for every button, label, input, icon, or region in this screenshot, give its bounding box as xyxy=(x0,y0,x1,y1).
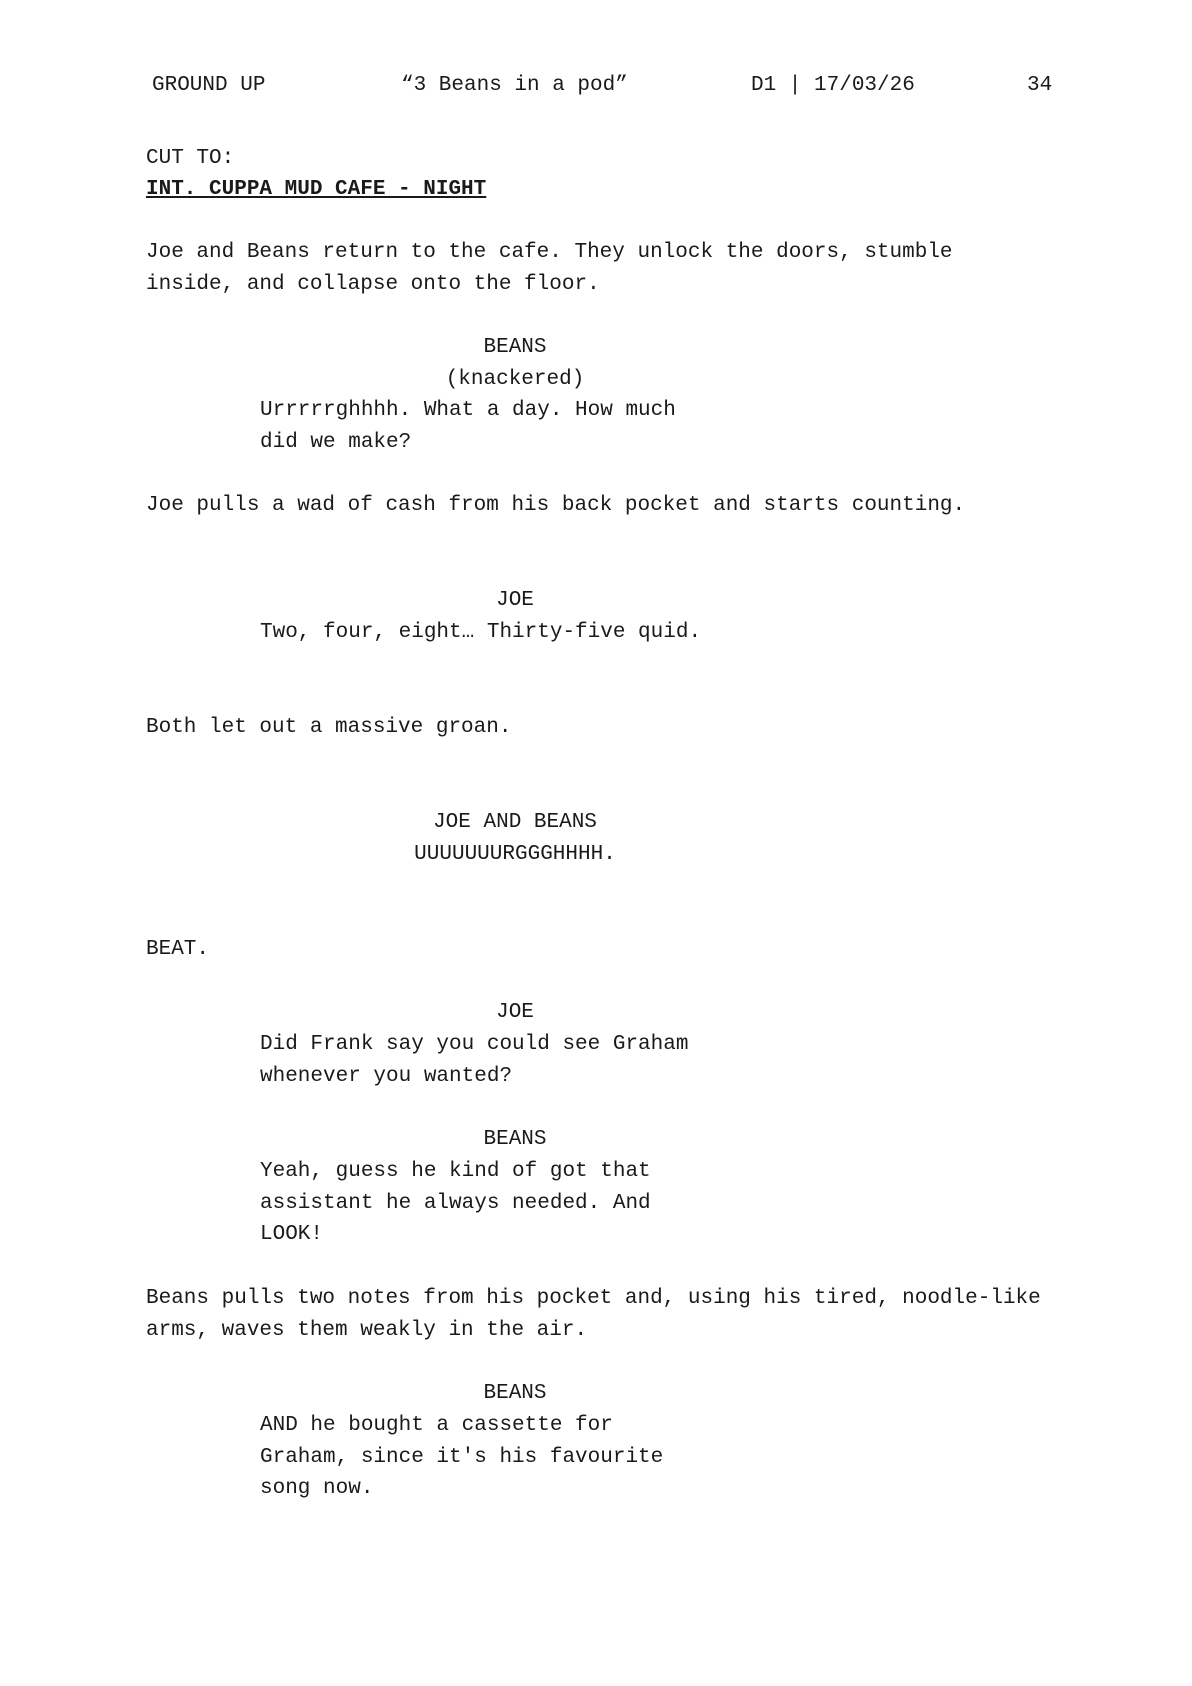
action-line: Beans pulls two notes from his pocket and, using his tired, noodle-like arms, waves them weakly in the air. xyxy=(146,1287,1041,1342)
transition: CUT TO: xyxy=(146,147,235,170)
action-line: Joe pulls a wad of cash from his back pocket and starts counting. xyxy=(146,494,966,517)
header-draft-date: D1 | 17/03/26 xyxy=(751,74,915,97)
action-line: Both let out a massive groan. xyxy=(146,716,512,739)
dialogue-line: UUUUUUURGGGHHHH. xyxy=(414,843,616,866)
dialogue-line: Did Frank say you could see Graham whenever you wanted? xyxy=(260,1033,689,1088)
character-name: JOE xyxy=(496,1001,534,1024)
character-name: JOE AND BEANS xyxy=(433,811,597,834)
scene-heading: INT. CUPPA MUD CAFE - NIGHT xyxy=(146,178,487,201)
action-line: Joe and Beans return to the cafe. They unlock the doors, stumble inside, and collapse onto the floor. xyxy=(146,241,953,296)
page-number: 34 xyxy=(1027,74,1053,97)
dialogue-line: Yeah, guess he kind of got that assistant he always needed. And LOOK! xyxy=(260,1160,651,1246)
header-episode-title: “3 Beans in a pod” xyxy=(401,74,628,97)
dialogue-line: Urrrrrghhhh. What a day. How much did we make? xyxy=(260,399,676,454)
header-show-title: GROUND UP xyxy=(152,74,266,97)
dialogue-line: Two, four, eight… Thirty-five quid. xyxy=(260,621,702,644)
character-name: BEANS xyxy=(483,1128,547,1151)
dialogue-line: AND he bought a cassette for Graham, since it's his favourite song now. xyxy=(260,1414,664,1500)
parenthetical: (knackered) xyxy=(445,368,585,391)
character-name: JOE xyxy=(496,589,534,612)
character-name: BEANS xyxy=(483,1382,547,1405)
character-name: BEANS xyxy=(483,336,547,359)
action-line: BEAT. xyxy=(146,938,210,961)
